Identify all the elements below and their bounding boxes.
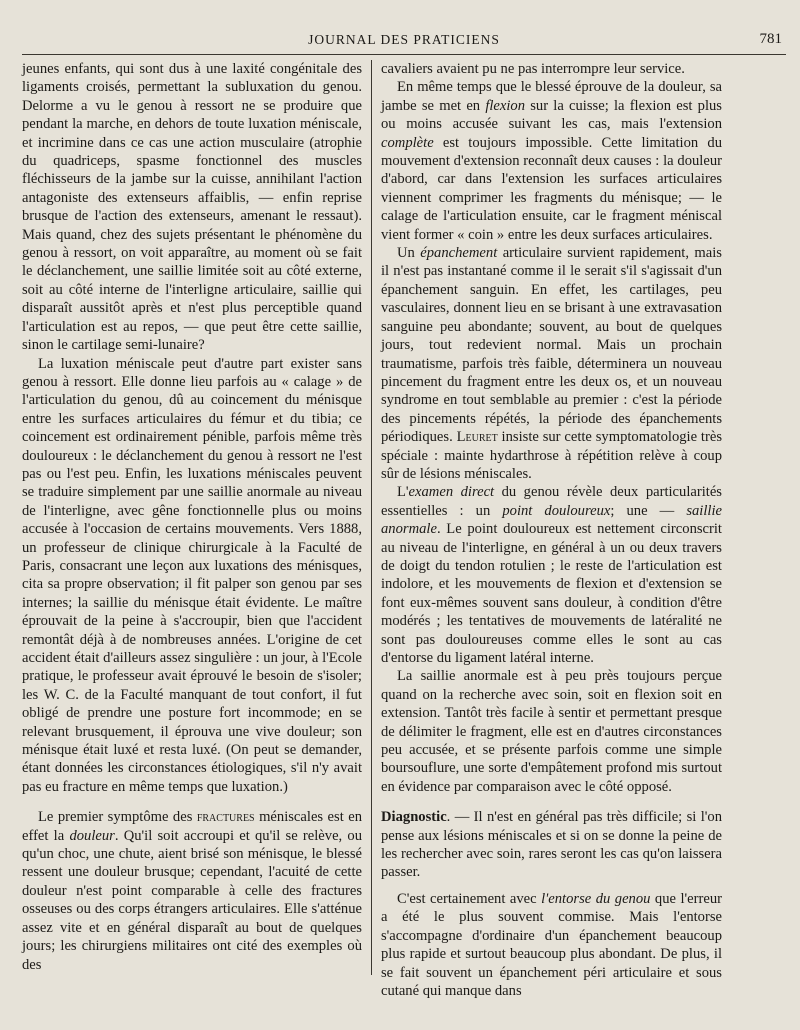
page-header <box>22 32 786 52</box>
right-column <box>381 60 722 1000</box>
small-caps-term: fractures <box>196 809 255 826</box>
text-run: du genou révèle deux particularités essentielles : un <box>381 484 722 519</box>
text-run: articulaire survient rapidement, mais il n'est pas instantané comme il le serait s'il s'agissait d'un épanchement sanguin. En effet, les cartilages, peu vasculaires, donnent lieu en se brisant à une extravasation sanguine peu abondante; souvent, au bout de quelques jours, tout redevient normal. Mais un prochain traumatisme, parfois très faible, déterminera un nouveau pincement du fragment entre les deux os, et un nouveau syndrome en tout semblable au premier : c'est la période des pincements répétés, la période des épanchements périodiques. <box>381 245 722 446</box>
header-rule <box>22 54 786 55</box>
paragraph <box>381 483 722 667</box>
text-run: . — Il n'est en général pas très difficile; si l'on pense aux lésions méniscales et si on se donne la peine de les rechercher avec soin, rares seront les cas qu'on laissera passer. <box>381 809 722 881</box>
text-run: C'est certainement avec <box>397 890 542 907</box>
text-run: En même temps que le blessé éprouve de la douleur, sa jambe se met en <box>381 79 722 114</box>
paragraph <box>381 808 722 882</box>
italic-term: l'entorse du genou <box>541 890 651 907</box>
italic-term: complète <box>381 134 434 151</box>
text-run: insiste sur cette symptomatologie très spéciale : mainte hydarthrose à répétition relève à coup sûr de lésions méniscales. <box>381 429 722 482</box>
text-run: Le premier symptôme des <box>38 809 197 826</box>
paragraph <box>381 244 722 483</box>
text-run: méniscales est en effet la <box>22 809 362 844</box>
section-heading: Diagnostic <box>381 809 447 826</box>
text-run: ; une — <box>610 502 687 519</box>
page-number: 781 <box>759 31 782 47</box>
paragraph <box>22 808 362 974</box>
running-head: JOURNAL DES PRATICIENS <box>308 32 500 47</box>
author-name: Leuret <box>456 429 498 446</box>
italic-term: examen direct <box>408 484 495 501</box>
text-run: . Qu'il soit accroupi et qu'il se relève, ou qu'un choc, une chute, aient brisé son ménisque, le blessé ressent une douleur brusque; cependant, l'acuité de cette douleur n'est point comparable à celle des fractures osseuses ou des corps étrangers articulaires. Elle s'atténue assez vite et en général disparaît au bout de quelques jours; les chirurgiens militaires ont cité des exemples où des <box>22 827 363 973</box>
italic-term: douleur <box>69 827 115 844</box>
italic-term: saillie anormale <box>381 502 722 538</box>
paragraph: jeunes enfants, qui sont dus à une laxité congénitale des ligaments croisés, permettant la subluxation du genou. Delorme a vu le genou à ressort ne se produire que pendant la marche, en dehors de toute luxation méniscale, et incrimine dans ce cas une action musculaire (atrophie du quadriceps, spasme fonctionnel des muscles fléchisseurs de la jambe sur la cuisse, annihilant l'action antagoniste des extenseurs affaiblis, — enfin reprise brusque de l'action des extenseurs, amenant le ressaut). Mais quand, chez des sujets présentant le phénomène du genou à ressort, on voit apparaître, au moment où se fait le déclanchement, une saillie limitée soit au côté externe, soit au côté interne de l'interligne articulaire, saillie qui disparaît aussitôt après et n'est plus perceptible quand l'articulation est au repos, — que peut être cette saillie, sinon le cartilage semi-lunaire? <box>22 61 362 354</box>
text-run: . Le point douloureux est nettement circonscrit au niveau de l'interligne, en général à un ou deux travers de doigt du tendon rotulien ; le reste de l'articulation est indolore, et les mouvements de flexion et d'extension se font eux-mêmes souvent sans douleur, à condition d'être modérés ; les tentatives de mouvements de latéralité ne sont pas douloureuses comme elles le sont au cas d'entorse du ligament latéral interne. <box>381 521 722 666</box>
paragraph: La luxation méniscale peut d'autre part exister sans genou à ressort. Elle donne lieu parfois au « calage » de l'articulation du genou, dû au coincement du ménisque entre les surfaces articulaires du fémur et du tibia; ce coincement est ordinairement pénible, parfois même très douloureux : le déclanchement du genou à ressort ne l'est pas ou l'est peu. Enfin, les luxations méniscales peuvent se traduire simplement par une saillie anormale au niveau de l'interligne, avec gêne fonctionnelle plus ou moins accusée à l'occasion de certains mouvements. Vers 1888, un professeur de clinique chirurgicale à la Faculté de Paris, consacrant une leçon aux luxations des ménisques, cita sa propre observation; il fit palper son genou par ses internes; la saillie du ménisque était évidente. Le maître éprouvait de la peine à s'accroupir, bien que l'accident remontât déjà à de nombreuses années. L'origine de cet accident était d'ailleurs assez singulière : un jour, à l'Ecole pratique, le professeur avait éprouvé le besoin de s'isoler; les W. C. de la Faculté manquant de tout confort, il fut obligé de prendre une posture fort incommode; en se relevant brusquement, il éprouva une vive douleur; son ménisque était luxé et resta luxé. (On peut se demander, étant données les circonstances étiologiques, s'il n'y avait pas eu fracture en même temps que luxation.) <box>22 355 362 795</box>
text-run: L' <box>397 484 409 501</box>
italic-term: point douloureux <box>502 502 611 519</box>
text-run: sur la cuisse; la flexion est plus ou moins accusée suivant les cas, mais l'extension <box>381 97 722 133</box>
italic-term: épanchement <box>420 245 498 262</box>
left-column <box>22 60 362 974</box>
italic-term: flexion <box>485 97 526 114</box>
paragraph: cavaliers avaient pu ne pas interrompre leur service. <box>381 61 685 77</box>
column-divider <box>371 60 372 975</box>
text-run: que l'erreur a été le plus souvent commise. Mais l'entorse s'accompagne d'ordinaire d'un épanchement beaucoup plus rapide et surtout beaucoup plus abondant. De plus, il se fait souvent un épanchement péri articulaire et sous cutané qui manque dans <box>381 890 722 999</box>
text-run: Un <box>397 245 421 262</box>
paragraph <box>381 78 722 244</box>
paragraph: La saillie anormale est à peu près toujours perçue quand on la recherche avec soin, soit en flexion soit en extension. Tantôt très facile à sentir et permettant presque de délimiter le fragment, elle est en d'autres circonstances peu accusée, et se présente parfois comme une simple boursouflure, une sorte d'empâtement profond mis surtout en évidence par comparaison avec le côté opposé. <box>381 668 722 795</box>
paragraph <box>381 890 722 1000</box>
text-run: est toujours impossible. Cette limitation du mouvement d'extension reconnaît deux causes : la douleur d'abord, car dans l'extension les surfaces articulaires viennent comprimer les fragments du ménisque; — le calage de l'articulation ensuite, car le fragment méniscal vient former « coin » entre les deux surfaces articulaires. <box>381 134 722 243</box>
